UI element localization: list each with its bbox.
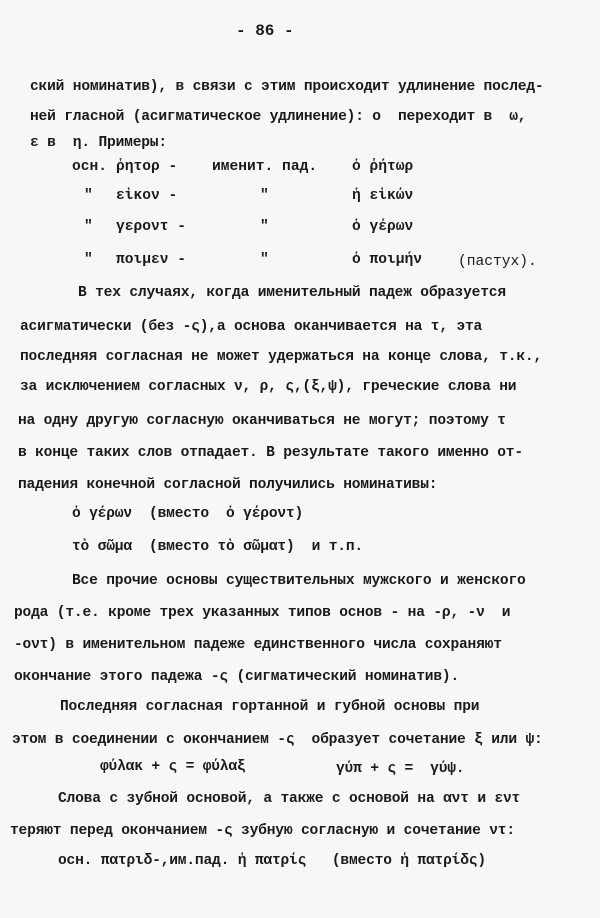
example-form: ὁ ποιμήν [352,252,423,268]
text-line: ὁ γέρων (вместо ὁ γέροντ) [72,506,304,522]
example-stem-label: " [84,252,93,268]
example-case: именит. пад. [212,159,318,175]
example-stem: εἰκον - [116,188,178,204]
formula-right: γύπ + ς = γύψ. [336,761,465,777]
text-line: осн. πατριδ-,им.пад. ἡ πατρίς (вместо ἡ πατρίδς) [58,853,486,869]
example-form: ὁ ῥήτωρ [352,159,414,175]
text-line: асигматически (без -ς),а основа оканчивается на τ, эта [20,319,483,335]
example-case: " [260,219,269,235]
example-stem: γεροντ - [116,219,187,235]
page-number: - 86 - [236,22,294,40]
example-stem-label: " [84,188,93,204]
example-stem: ῥητορ - [116,159,178,175]
text-line: на одну другую согласную оканчиваться не могут; поэтому τ [18,413,506,429]
text-line: за исключением согласных ν, ρ, ς,(ξ,ψ), греческие слова ни [20,379,517,395]
text-line: ней гласной (асигматическое удлинение): ο переходит в ω, [30,109,527,125]
text-line: окончание этого падежа -ς (сигматический номинатив). [14,669,459,685]
example-note: (пастух). [458,254,537,270]
text-line: этом в соединении с окончанием -ς образует сочетание ξ или ψ: [12,732,543,748]
text-line: в конце таких слов отпадает. В результате такого именно от- [18,445,523,461]
example-case: " [260,188,269,204]
text-line: ε в η. Примеры: [30,135,167,151]
text-line: падения конечной согласной получились номинативы: [18,477,438,493]
example-case: " [260,252,269,268]
text-line: Последняя согласная гортанной и губной основы при [60,699,480,715]
formula-left: φύλακ + ς = φύλαξ [100,759,246,775]
example-stem: ποιμεν - [116,252,187,268]
text-line: ский номинатив), в связи с этим происходит удлинение послед- [30,79,544,95]
example-form: ὁ γέρων [352,219,414,235]
text-line: последняя согласная не может удержаться на конце слова, т.к., [20,349,543,365]
text-line: теряют перед окончанием -ς зубную согласную и сочетание ντ: [10,823,515,839]
text-line: Все прочие основы существительных мужского и женского [72,573,526,589]
example-form: ἡ εἰκών [352,188,414,204]
text-line: -οντ) в именительном падеже единственного числа сохраняют [14,637,502,653]
text-line: τὸ σῶμα (вместо τὸ σῶματ) и т.п. [72,539,363,555]
example-stem-label: осн. [72,159,108,175]
text-line: В тех случаях, когда именительный падеж образуется [78,285,506,301]
text-line: Слова с зубной основой, а также с основой на αντ и εντ [58,791,521,807]
text-line: рода (т.е. кроме трех указанных типов основ - на -ρ, -ν и [14,605,511,621]
example-stem-label: " [84,219,93,235]
